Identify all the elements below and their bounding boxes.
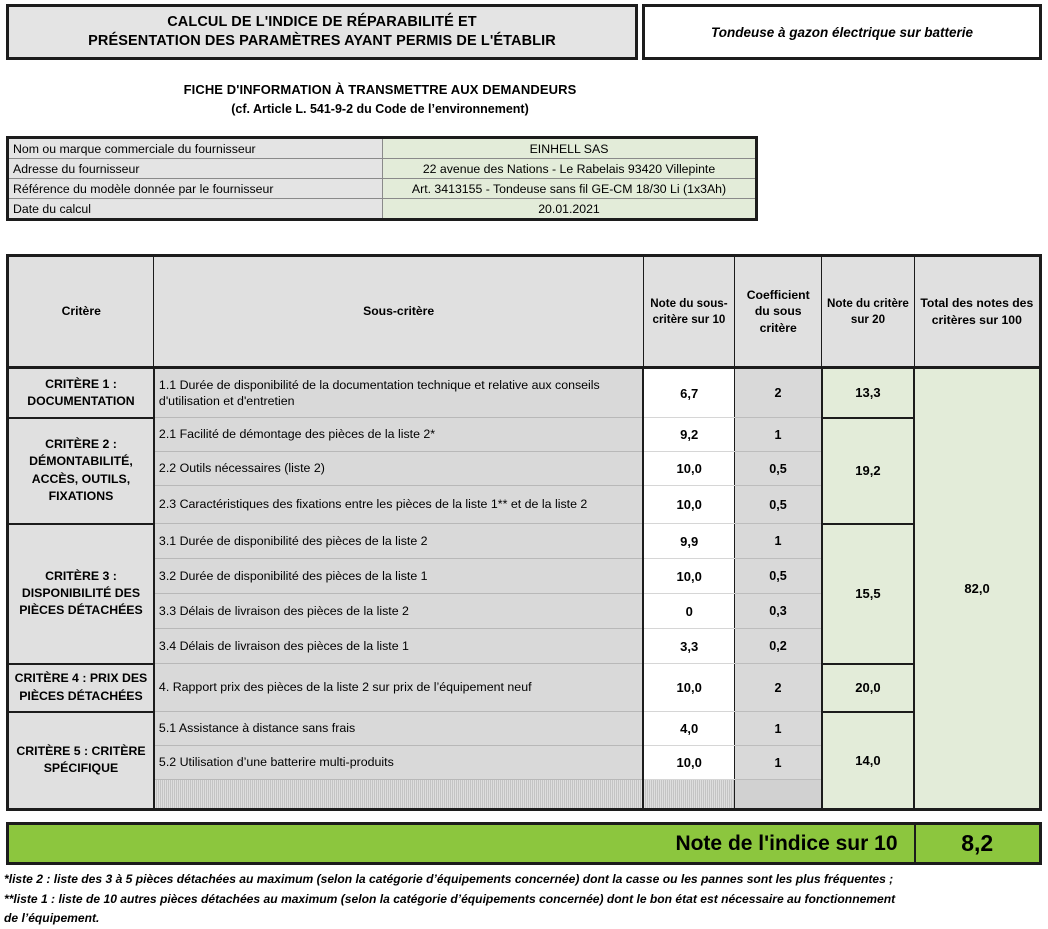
subcriterion-note: 9,2 <box>643 418 734 452</box>
subcriterion-label: 2.2 Outils nécessaires (liste 2) <box>154 452 643 486</box>
subtitle-line-1: FICHE D'INFORMATION À TRANSMETTRE AUX DEMANDEURS <box>183 82 577 97</box>
header-subcriterion: Sous-critère <box>154 256 643 368</box>
subcriterion-coefficient: 0,5 <box>735 452 822 486</box>
calculation-date-value: 20.01.2021 <box>383 199 757 220</box>
footnote-liste-1: **liste 1 : liste de 10 autres pièces détachées au maximum (selon la catégorie d’équipements concernée) dont le bon état est nécessaire au fonctionnement <box>4 891 896 906</box>
subcriterion-label: 3.4 Délais de livraison des pièces de la liste 1 <box>154 629 643 664</box>
model-reference-value: Art. 3413155 - Tondeuse sans fil GE-CM 18/30 Li (1x3Ah) <box>383 179 757 199</box>
table-row <box>8 138 757 159</box>
table-row <box>8 368 1041 418</box>
subcriterion-label: 2.1 Facilité de démontage des pièces de la liste 2* <box>154 418 643 452</box>
subcriterion-label: 2.3 Caractéristiques des fixations entre les pièces de la liste 1** et de la liste 2 <box>154 486 643 524</box>
header-criterion: Critère <box>8 256 154 368</box>
criterion-5-note20: 14,0 <box>822 712 914 810</box>
criterion-4-note20: 20,0 <box>822 664 914 712</box>
subcriterion-note: 3,3 <box>643 629 734 664</box>
subcriterion-coefficient: 1 <box>735 524 822 559</box>
footnote-liste-2: *liste 2 : liste des 3 à 5 pièces détachées au maximum (selon la catégorie d’équipements concernée) dont la casse ou les pannes sont les plus fréquentes ; <box>4 872 894 886</box>
empty-note-cell <box>643 780 734 810</box>
subcriterion-coefficient: 1 <box>735 712 822 746</box>
criterion-1-note20: 13,3 <box>822 368 914 418</box>
table-row <box>8 664 1041 712</box>
subtitle-line-2: (cf. Article L. 541-9-2 du Code de l’environnement) <box>231 101 529 116</box>
subcriterion-label: 4. Rapport prix des pièces de la liste 2 sur prix de l’équipement neuf <box>154 664 643 712</box>
subcriterion-coefficient: 1 <box>735 418 822 452</box>
calculation-date-label: Date du calcul <box>8 199 383 220</box>
supplier-info-table <box>6 136 758 221</box>
title-line-1: CALCUL DE L'INDICE DE RÉPARABILITÉ ET <box>167 14 477 31</box>
table-row <box>8 824 1041 864</box>
subcriterion-coefficient: 2 <box>735 368 822 418</box>
product-name: Tondeuse à gazon électrique sur batterie <box>642 4 1042 60</box>
criterion-5-name: CRITÈRE 5 : CRITÈRE SPÉCIFIQUE <box>8 712 154 810</box>
repairability-index-sheet <box>0 4 1048 929</box>
table-row <box>8 159 757 179</box>
empty-coefficient-cell <box>735 780 822 810</box>
index-score-bar <box>6 822 1042 865</box>
criterion-1-name: CRITÈRE 1 : DOCUMENTATION <box>8 368 154 418</box>
scoring-table <box>6 254 1042 811</box>
subcriterion-note: 10,0 <box>643 486 734 524</box>
header-total: Total des notes des critères sur 100 <box>914 256 1040 368</box>
table-row <box>8 179 757 199</box>
title-line-2: PRÉSENTATION DES PARAMÈTRES AYANT PERMIS DE L'ÉTABLIR <box>88 33 556 49</box>
document-title <box>6 4 638 60</box>
subcriterion-note: 10,0 <box>643 452 734 486</box>
subcriterion-coefficient: 0,3 <box>735 594 822 629</box>
subcriterion-note: 10,0 <box>643 746 734 780</box>
index-score: 8,2 <box>915 824 1041 864</box>
subcriterion-coefficient: 1 <box>735 746 822 780</box>
header-coefficient: Coefficient du sous critère <box>735 256 822 368</box>
footnote-liste-1-cont: de l’équipement. <box>4 911 100 926</box>
subcriterion-label: 5.1 Assistance à distance sans frais <box>154 712 643 746</box>
table-row <box>8 199 757 220</box>
subcriterion-label: 3.3 Délais de livraison des pièces de la liste 2 <box>154 594 643 629</box>
subcriterion-label: 1.1 Durée de disponibilité de la documentation technique et relative aux conseils d'utilisation et d'entretien <box>154 368 643 418</box>
supplier-address-label: Adresse du fournisseur <box>8 159 383 179</box>
total-score-100: 82,0 <box>914 368 1040 810</box>
subcriterion-note: 4,0 <box>643 712 734 746</box>
subcriterion-label: 3.1 Durée de disponibilité des pièces de la liste 2 <box>154 524 643 559</box>
table-header-row <box>8 256 1041 368</box>
supplier-address-value: 22 avenue des Nations - Le Rabelais 93420 Villepinte <box>383 159 757 179</box>
table-row <box>8 524 1041 559</box>
index-label: Note de l'indice sur 10 <box>8 824 915 864</box>
criterion-3-note20: 15,5 <box>822 524 914 664</box>
subcriterion-label: 3.2 Durée de disponibilité des pièces de la liste 1 <box>154 559 643 594</box>
criterion-2-name: CRITÈRE 2 : DÉMONTABILITÉ, ACCÈS, OUTILS, FIXATIONS <box>8 418 154 524</box>
subcriterion-label: 5.2 Utilisation d’une batterire multi-produits <box>154 746 643 780</box>
criterion-2-note20: 19,2 <box>822 418 914 524</box>
footnotes <box>4 870 1044 929</box>
empty-subcriterion-cell <box>154 780 643 810</box>
supplier-name-label: Nom ou marque commerciale du fournisseur <box>8 138 383 159</box>
subcriterion-coefficient: 2 <box>735 664 822 712</box>
subcriterion-note: 10,0 <box>643 664 734 712</box>
subcriterion-note: 10,0 <box>643 559 734 594</box>
criterion-4-name: CRITÈRE 4 : PRIX DES PIÈCES DÉTACHÉES <box>8 664 154 712</box>
title-band <box>6 4 1042 60</box>
subcriterion-coefficient: 0,5 <box>735 559 822 594</box>
subcriterion-note: 9,9 <box>643 524 734 559</box>
criterion-3-name: CRITÈRE 3 : DISPONIBILITÉ DES PIÈCES DÉTACHÉES <box>8 524 154 664</box>
header-note-criterion: Note du critère sur 20 <box>822 256 914 368</box>
subcriterion-coefficient: 0,2 <box>735 629 822 664</box>
supplier-name-value: EINHELL SAS <box>383 138 757 159</box>
subcriterion-note: 0 <box>643 594 734 629</box>
subcriterion-coefficient: 0,5 <box>735 486 822 524</box>
subcriterion-note: 6,7 <box>643 368 734 418</box>
model-reference-label: Référence du modèle donnée par le fournisseur <box>8 179 383 199</box>
subtitle-block <box>0 80 760 118</box>
header-note-subcriterion: Note du sous-critère sur 10 <box>643 256 734 368</box>
table-row <box>8 418 1041 452</box>
table-row <box>8 712 1041 746</box>
